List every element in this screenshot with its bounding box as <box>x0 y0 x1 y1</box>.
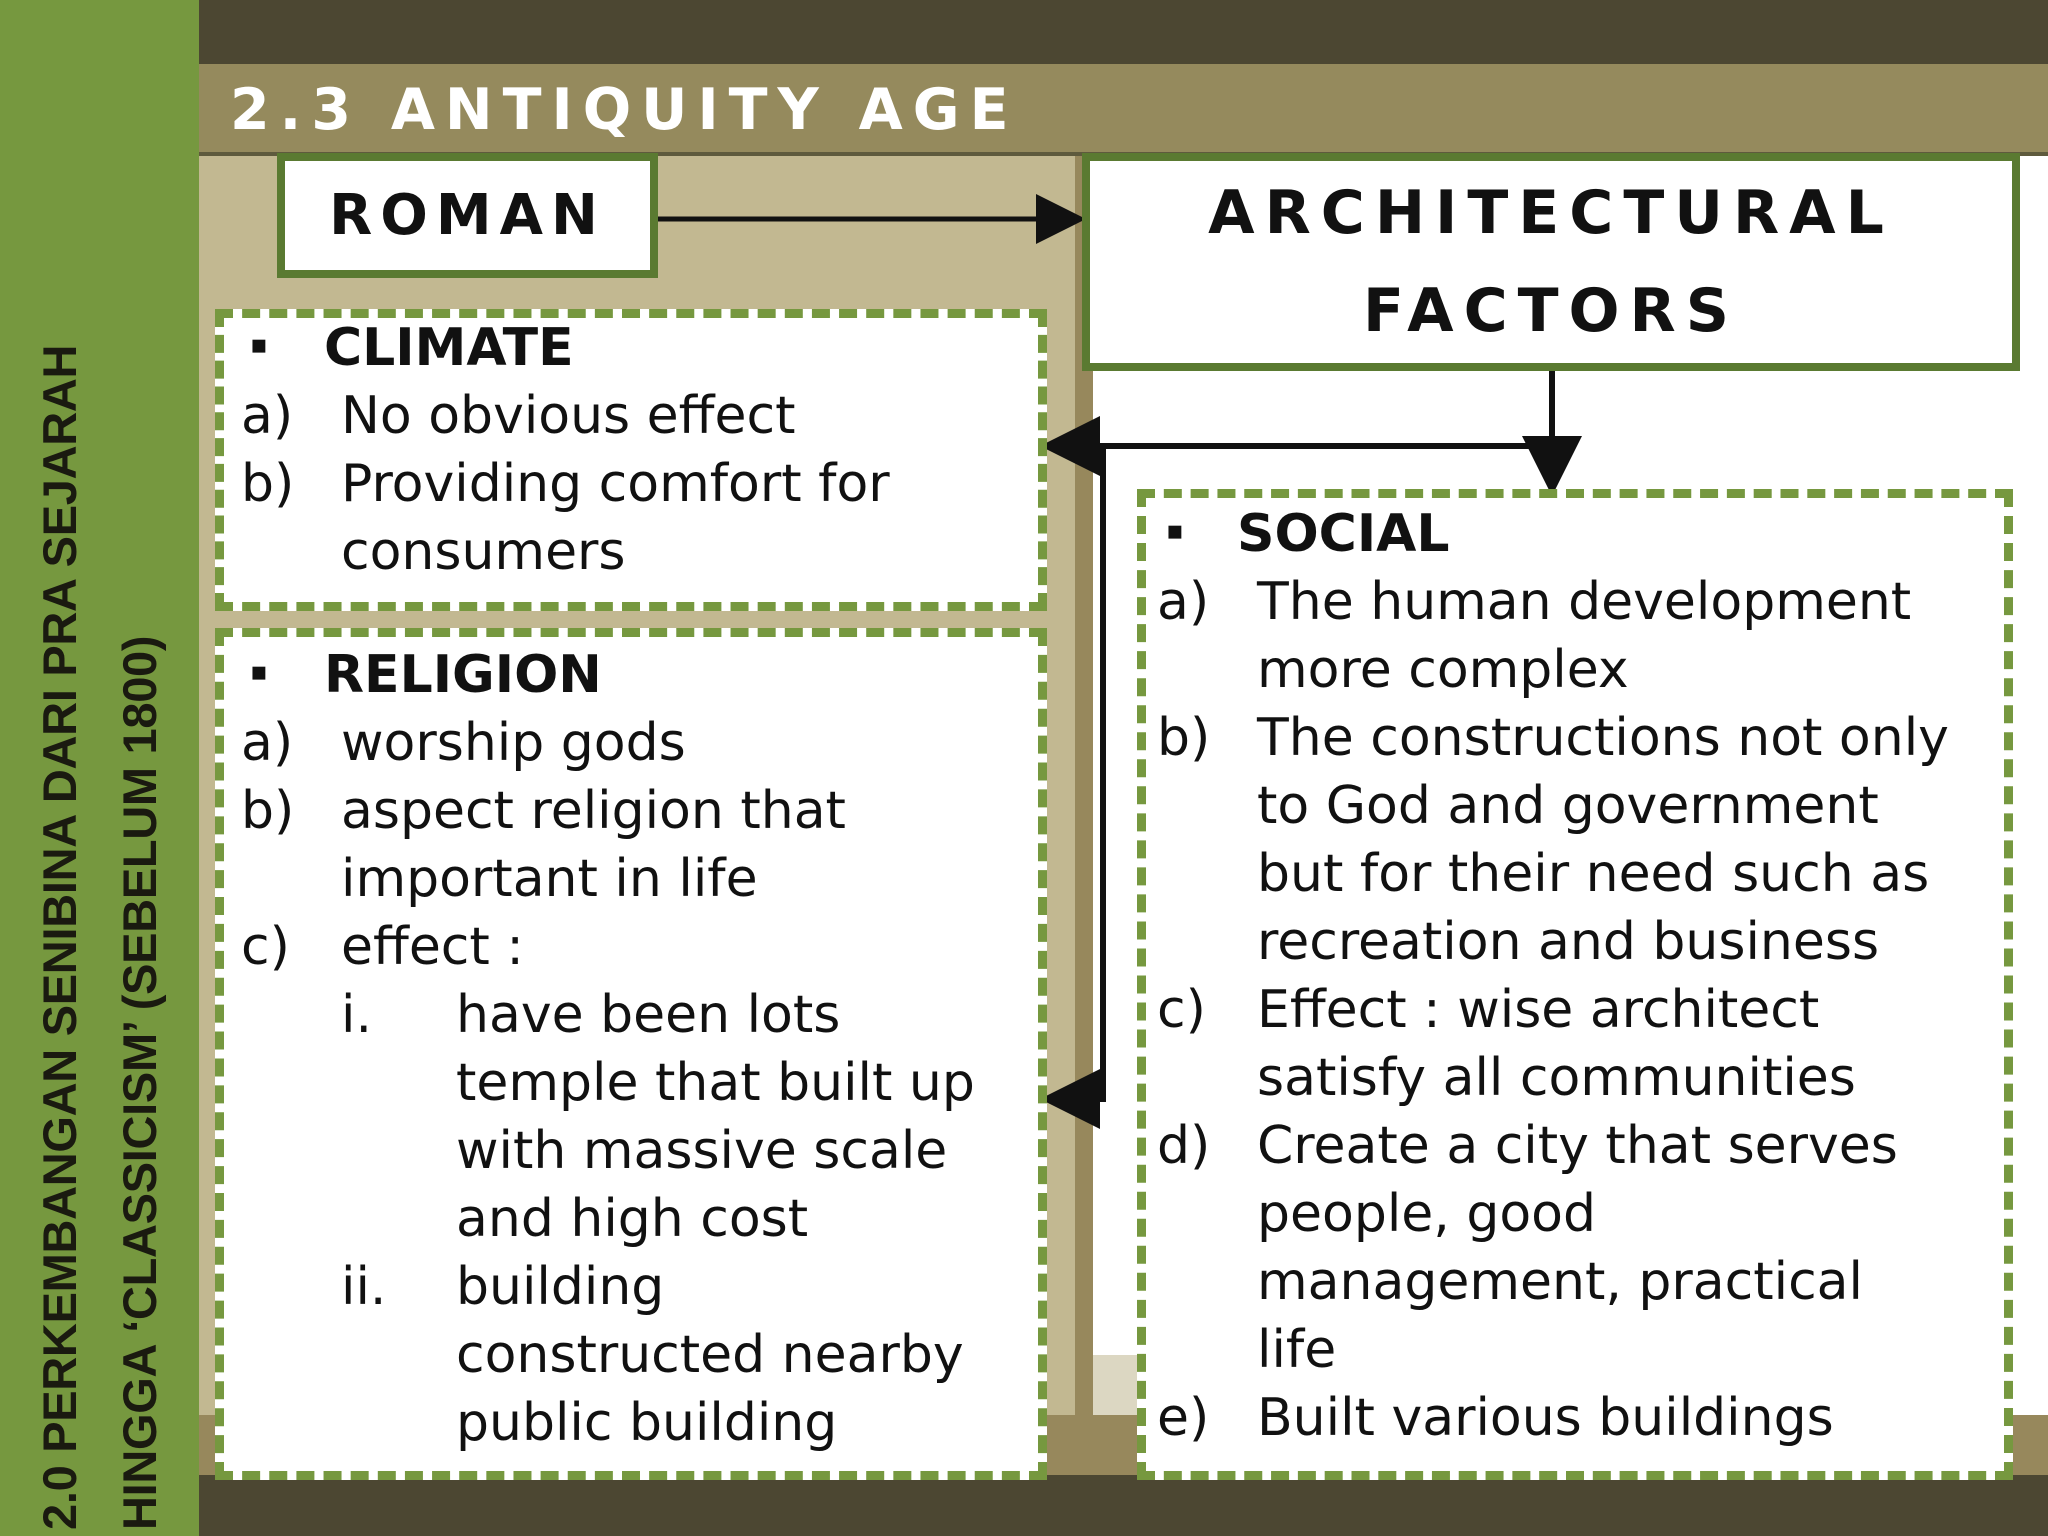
list-item-marker: d) <box>1157 1116 1211 1176</box>
bullet-icon: ▪ <box>250 330 268 360</box>
list-item-marker: e) <box>1157 1388 1210 1448</box>
roman-label: ROMAN <box>329 183 606 248</box>
list-item-text: but for their need such as <box>1257 844 1930 904</box>
social-heading: SOCIAL <box>1237 504 1450 564</box>
list-item-text: Built various buildings <box>1257 1388 1834 1448</box>
religion-heading: RELIGION <box>324 645 602 705</box>
architectural-factors-box <box>1082 153 2020 371</box>
list-item-text: more complex <box>1257 640 1629 700</box>
religion-box <box>215 628 1047 1480</box>
list-item-text: The human development <box>1257 572 1912 632</box>
architectural-factors-line-1: ARCHITECTURAL <box>1208 178 1894 248</box>
list-item-text: life <box>1257 1320 1337 1380</box>
social-heading-row <box>1166 500 1450 568</box>
list-item-text: Create a city that serves <box>1257 1116 1898 1176</box>
sub-item-marker: i. <box>341 985 372 1045</box>
list-item-marker: b) <box>241 781 295 841</box>
list-item-text: people, good <box>1257 1184 1596 1244</box>
sidebar-title-line-2: HINGGA ‘CLASSICISM’ (SEBELUM 1800) <box>112 635 166 1530</box>
bullet-icon: ▪ <box>1166 516 1184 546</box>
list-item-text: important in life <box>341 849 758 909</box>
sidebar-title-line-1: 2.0 PERKEMBANGAN SENIBINA DARI PRA SEJARAH <box>32 344 86 1530</box>
list-item-text: consumers <box>341 522 626 582</box>
sub-item-text: with massive scale <box>456 1121 948 1181</box>
bullet-icon: ▪ <box>250 657 268 687</box>
sub-item-text: temple that built up <box>456 1053 975 1113</box>
page-title: 2.3 ANTIQUITY AGE <box>230 77 1019 143</box>
list-item-text: to God and government <box>1257 776 1879 836</box>
sub-item-text: have been lots <box>456 985 841 1045</box>
architectural-factors-line-2: FACTORS <box>1363 276 1739 346</box>
sub-item-text: constructed nearby <box>456 1325 964 1385</box>
sub-item-text: public building <box>456 1393 838 1453</box>
list-item-text: Providing comfort for <box>341 454 890 514</box>
list-item-marker: a) <box>1157 572 1210 632</box>
climate-box <box>215 309 1047 611</box>
list-item-marker: a) <box>241 386 294 446</box>
list-item-text: recreation and business <box>1257 912 1880 972</box>
list-item-text: Effect : wise architect <box>1257 980 1820 1040</box>
list-item-marker: b) <box>241 454 295 514</box>
climate-heading-row <box>250 314 574 382</box>
list-item-marker: a) <box>241 713 294 773</box>
sub-item-marker: ii. <box>341 1257 387 1317</box>
roman-box <box>277 153 658 278</box>
list-item-text: satisfy all communities <box>1257 1048 1856 1108</box>
list-item-marker: c) <box>241 917 290 977</box>
list-item-marker: c) <box>1157 980 1206 1040</box>
list-item-text: worship gods <box>341 713 686 773</box>
sub-item-text: and high cost <box>456 1189 809 1249</box>
religion-heading-row <box>250 641 602 709</box>
list-item-text: No obvious effect <box>341 386 796 446</box>
list-item-text: aspect religion that <box>341 781 846 841</box>
social-box <box>1137 489 2013 1480</box>
climate-heading: CLIMATE <box>324 318 574 378</box>
list-item-text: effect : <box>341 917 524 977</box>
list-item-text: The constructions not only <box>1257 708 1949 768</box>
list-item-text: management, practical <box>1257 1252 1863 1312</box>
list-item-marker: b) <box>1157 708 1211 768</box>
sub-item-text: building <box>456 1257 665 1317</box>
